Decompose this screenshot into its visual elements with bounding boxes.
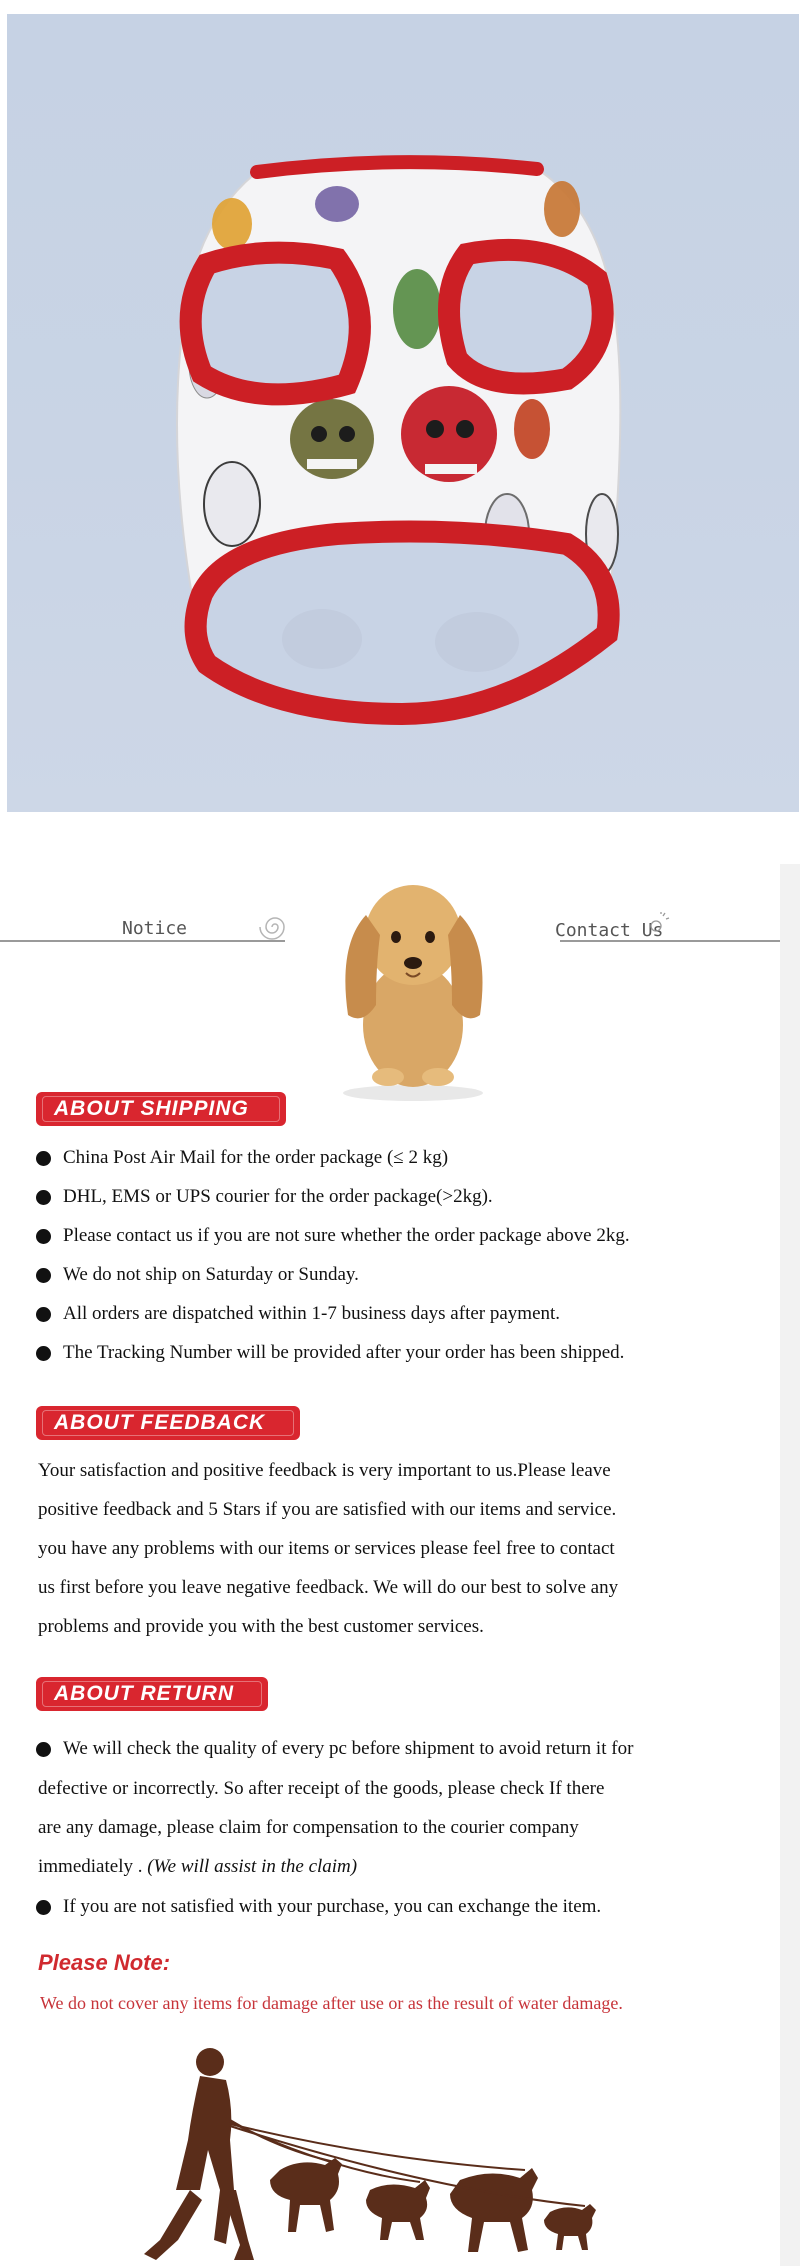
shipping-item bbox=[36, 1225, 630, 1247]
product-photo bbox=[7, 14, 799, 812]
bullet-icon bbox=[36, 1346, 51, 1361]
pet-shirt-image bbox=[7, 14, 799, 812]
shipping-item-text: All orders are dispatched within 1-7 business days after payment. bbox=[63, 1303, 561, 1324]
bullet-icon bbox=[36, 1307, 51, 1322]
shipping-section-title bbox=[36, 1092, 286, 1126]
feedback-line: you have any problems with our items or services please feel free to contact bbox=[38, 1538, 615, 1559]
feedback-line: problems and provide you with the best customer services. bbox=[38, 1616, 484, 1637]
shipping-item bbox=[36, 1147, 448, 1169]
notice-label: Notice bbox=[122, 918, 188, 939]
side-strip bbox=[780, 864, 800, 2266]
bullet-icon bbox=[36, 1742, 51, 1757]
shipping-item-text: China Post Air Mail for the order package (≤ 2 kg) bbox=[63, 1147, 449, 1168]
bullet-icon bbox=[36, 1190, 51, 1205]
return-line: are any damage, please claim for compensation to the courier company bbox=[38, 1817, 579, 1838]
return-line: defective or incorrectly. So after receipt of the goods, please check If there bbox=[38, 1778, 605, 1799]
bullet-icon bbox=[36, 1900, 51, 1915]
return-section-title bbox=[36, 1677, 268, 1711]
feedback-line: positive feedback and 5 Stars if you are satisfied with our items and service. bbox=[38, 1499, 617, 1520]
shipping-item-text: Please contact us if you are not sure whether the order package above 2kg. bbox=[63, 1225, 630, 1246]
feedback-line: Your satisfaction and positive feedback is very important to us.Please leave bbox=[38, 1460, 611, 1481]
return-line-text: immediately . bbox=[38, 1856, 148, 1877]
return-item bbox=[36, 1738, 633, 1760]
feedback-line: us first before you leave negative feedback. We will do our best to solve any bbox=[38, 1577, 619, 1598]
feedback-section-title bbox=[36, 1406, 300, 1440]
bullet-icon bbox=[36, 1268, 51, 1283]
shipping-item bbox=[36, 1342, 624, 1364]
bullet-icon bbox=[36, 1151, 51, 1166]
shipping-item-text: DHL, EMS or UPS courier for the order package(>2kg). bbox=[63, 1186, 493, 1207]
claim-assist-note: (We will assist in the claim) bbox=[147, 1856, 358, 1877]
return-line bbox=[38, 1856, 357, 1878]
return-title-text: ABOUT RETURN bbox=[54, 1682, 234, 1705]
shipping-item-text: We do not ship on Saturday or Sunday. bbox=[63, 1264, 359, 1285]
feedback-title-text: ABOUT FEEDBACK bbox=[54, 1411, 266, 1434]
bullet-icon bbox=[36, 1229, 51, 1244]
return-item bbox=[36, 1896, 601, 1918]
dog-walker-silhouette bbox=[130, 2040, 650, 2266]
return-item-text: If you are not satisfied with your purchase, you can exchange the item. bbox=[63, 1896, 602, 1917]
please-note-title: Please Note: bbox=[38, 1950, 171, 1975]
swirl-icon bbox=[255, 912, 295, 942]
shipping-item-text: The Tracking Number will be provided after your order has been shipped. bbox=[63, 1342, 625, 1363]
puppy-image bbox=[318, 855, 508, 1105]
please-note-text: We do not cover any items for damage after use or as the result of water damage. bbox=[40, 1993, 623, 2013]
shipping-title-text: ABOUT SHIPPING bbox=[54, 1097, 249, 1120]
shipping-item bbox=[36, 1264, 359, 1286]
shipping-item bbox=[36, 1186, 493, 1208]
sparkle-icon bbox=[648, 912, 670, 934]
return-item-text: We will check the quality of every pc before shipment to avoid return it for bbox=[63, 1738, 634, 1759]
shipping-item bbox=[36, 1303, 560, 1325]
contact-us-label: Contact Us bbox=[555, 920, 664, 941]
divider-left bbox=[0, 940, 285, 942]
